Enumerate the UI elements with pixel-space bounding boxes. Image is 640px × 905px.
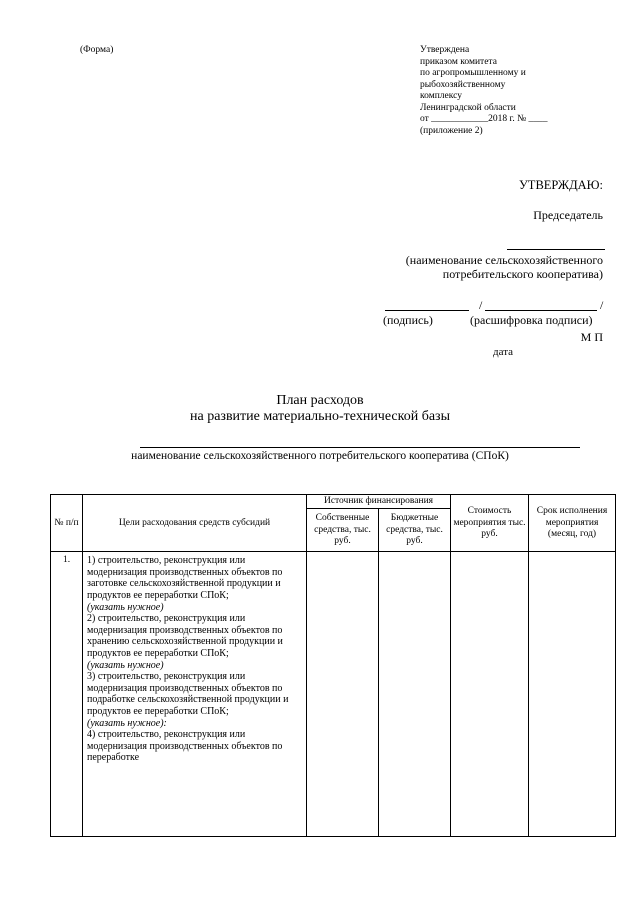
own-funds-cell xyxy=(307,552,379,837)
coop-caption-line-2: потребительского кооператива) xyxy=(442,267,603,281)
seal-label: М П xyxy=(580,330,603,344)
deadline-cell xyxy=(529,552,616,837)
goal-item: 4) строительство, реконструкция или модернизация производственных объектов по переработке xyxy=(87,729,283,764)
cost-cell xyxy=(451,552,529,837)
document-title xyxy=(0,393,640,425)
col-header-goals: Цели расходования средств субсидий xyxy=(83,495,307,552)
approved-line: (приложение 2) xyxy=(420,125,483,136)
col-header-num: № п/п xyxy=(51,495,83,552)
chairman-name-line xyxy=(507,249,605,250)
col-header-cost: Стоимость мероприятия тыс. руб. xyxy=(451,495,529,552)
signature-lines xyxy=(385,298,605,312)
goal-note: (указать нужное): xyxy=(87,717,167,729)
coop-name-caption xyxy=(406,253,603,281)
expense-plan-table xyxy=(50,494,616,837)
form-label: (Форма) xyxy=(80,45,114,55)
approved-line: от ____________2018 г. № ____ xyxy=(420,114,548,124)
coop-caption-line-1: (наименование сельскохозяйственного xyxy=(405,253,603,267)
col-header-deadline: Срок исполнения мероприятия (месяц, год) xyxy=(529,495,616,552)
row-number: 1. xyxy=(51,552,83,837)
title-line-1: План расходов xyxy=(276,393,364,408)
goal-item: 2) строительство, реконструкция или модернизация производственных объектов по хранению сельскохозяйственной продукции и продуктов ее переработки СПоК; xyxy=(87,613,283,659)
table-header-row xyxy=(51,495,616,509)
approved-line: приказом комитета xyxy=(420,56,497,67)
decoding-line xyxy=(485,310,597,311)
approved-line: комплексу xyxy=(420,91,462,101)
approved-line: Ленинградской области xyxy=(420,102,516,113)
signature-line xyxy=(385,310,469,311)
approve-heading: УТВЕРЖДАЮ: xyxy=(518,178,603,192)
position-label: Председатель xyxy=(533,208,603,222)
col-header-own: Собственные средства, тыс. руб. xyxy=(307,509,379,552)
col-header-source: Источник финансирования xyxy=(307,495,451,509)
table-row xyxy=(51,552,616,837)
row-goals xyxy=(83,552,307,837)
slash-glyph: / xyxy=(479,298,483,312)
goal-item: 3) строительство, реконструкция или модернизация производственных объектов по подработке сельскохозяйственной продукции и продуктов ее переработки СПоК; xyxy=(87,671,289,717)
col-header-budget: Бюджетные средства, тыс. руб. xyxy=(379,509,451,552)
approved-line: рыбохозяйственному xyxy=(420,79,506,90)
decoding-caption: (расшифровка подписи) xyxy=(470,313,593,327)
approved-line: Утверждена xyxy=(420,45,470,55)
slash-glyph: / xyxy=(600,298,604,312)
approved-line: по агропромышленному и xyxy=(420,68,526,78)
approval-order-block xyxy=(420,45,548,137)
coop-name-caption-full: наименование сельскохозяйственного потребительского кооператива (СПоК) xyxy=(131,450,509,462)
title-line-2: на развитие материально-технической базы xyxy=(190,409,450,424)
goal-note: (указать нужное) xyxy=(87,659,164,671)
goal-item: 1) строительство, реконструкция или модернизация производственных объектов по заготовке сельскохозяйственной продукции и продуктов ее переработки СПоК; xyxy=(87,555,283,601)
date-label: дата xyxy=(493,346,514,358)
signature-caption: (подпись) xyxy=(383,313,433,327)
coop-name-line xyxy=(140,447,580,448)
budget-funds-cell xyxy=(379,552,451,837)
goal-note: (указать нужное) xyxy=(87,601,164,613)
